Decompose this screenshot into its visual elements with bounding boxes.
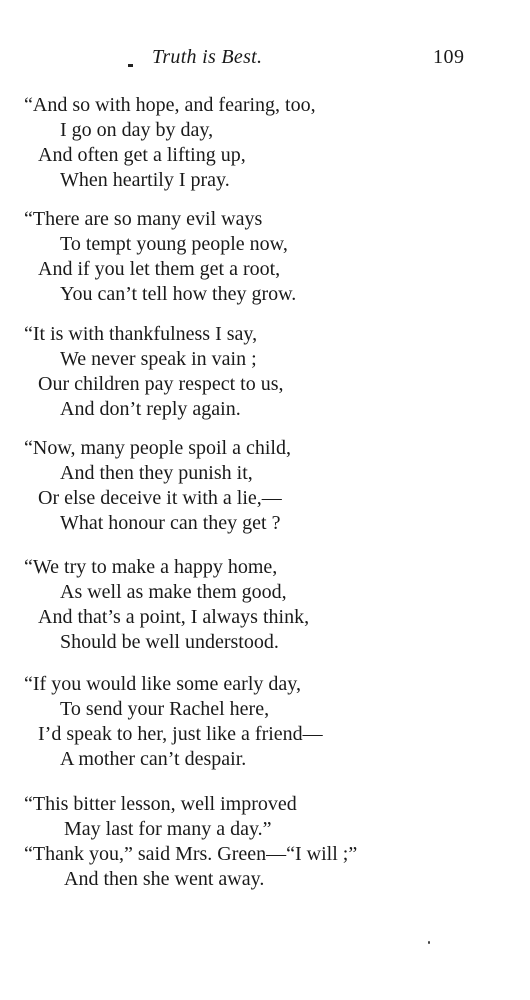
poem-line: “We try to make a happy home, [24,556,278,578]
poem-line: And then she went away. [64,868,265,890]
page-number: 109 [433,46,465,68]
printer-mark [128,64,133,67]
poem-line: And if you let them get a root, [38,258,281,280]
poem-line: “If you would like some early day, [24,673,301,695]
poem-line: “It is with thankfulness I say, [24,323,258,345]
poem-line: What honour can they get ? [60,512,281,534]
poem-line: I go on day by day, [60,119,214,141]
poem-line: And often get a lifting up, [38,144,246,166]
poem-line: Our children pay respect to us, [38,373,284,395]
poem-line: To send your Rachel here, [60,698,270,720]
poem-line: “This bitter lesson, well improved [24,793,297,815]
poem-line: May last for many a day.” [64,818,272,840]
poem-line: And then they punish it, [60,462,253,484]
running-head [0,46,530,76]
poem-line: “There are so many evil ways [24,208,263,230]
poem-line: You can’t tell how they grow. [60,283,297,305]
poem-line: And that’s a point, I always think, [38,606,310,628]
poem-line: “Now, many people spoil a child, [24,437,291,459]
poem-line: And don’t reply again. [60,398,241,420]
poem-line: Or else deceive it with a lie,— [38,487,282,509]
running-head-title: Truth is Best. [152,46,263,68]
print-speck [428,941,430,944]
poem-line: “And so with hope, and fearing, too, [24,94,316,116]
poem-line: To tempt young people now, [60,233,288,255]
poem-line: We never speak in vain ; [60,348,257,370]
poem-line: I’d speak to her, just like a friend— [38,723,323,745]
poem-line: Should be well understood. [60,631,279,653]
poem-line: “Thank you,” said Mrs. Green—“I will ;” [24,843,358,865]
poem-line: A mother can’t despair. [60,748,247,770]
poem-line: As well as make them good, [60,581,287,603]
poem-line: When heartily I pray. [60,169,230,191]
